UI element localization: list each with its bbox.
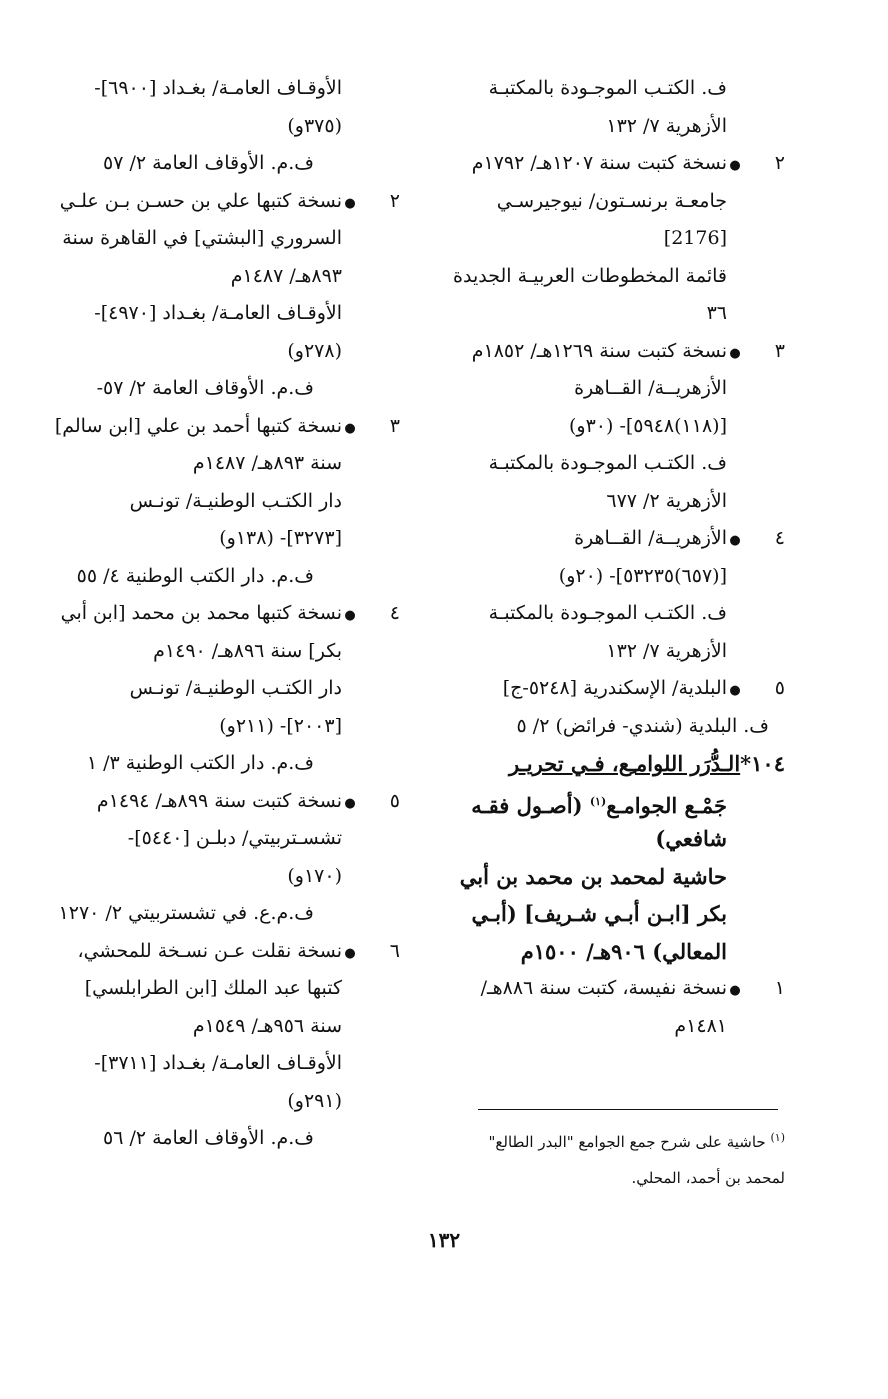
text-line (443, 220, 785, 258)
item-number: ٦ (389, 939, 400, 962)
right-column (443, 70, 785, 1045)
text-line (55, 820, 400, 858)
text-line (443, 633, 785, 671)
text-line (55, 1083, 400, 1121)
line-text: بكر] سنة ٨٩٦هـ/ ١٤٩٠م (153, 639, 342, 662)
text-line (443, 1008, 785, 1046)
text-line (55, 670, 400, 708)
line-text: دار الكتـب الوطنيـة/ تونـس (129, 677, 342, 699)
text-line (443, 670, 785, 708)
line-text: (٢٩١و) (287, 1089, 342, 1112)
text-line (55, 145, 400, 183)
entry-title-cont: المعالي) ٩٠٦هـ/ ١٥٠٠م (520, 938, 727, 964)
item-text: البلدية/ الإسكندرية [٥٢٤٨-ج] (502, 677, 727, 699)
line-text: الأزهريــة/ القــاهرة (574, 377, 727, 399)
source-text: ف.م. الأوقاف العامة ٢/ ٥٧- (96, 377, 314, 399)
text-line (443, 595, 785, 633)
text-line (55, 183, 400, 221)
item-text: نسخة كتبها علي بن حسـن بـن علـي (59, 189, 342, 212)
line-text: الأوقـاف العامـة/ بغـداد [٣٧١١]- (94, 1052, 342, 1074)
text-line (55, 895, 400, 933)
text-line (443, 858, 785, 896)
line-text: (٢٧٨و) (287, 339, 342, 362)
item-text: الأزهريــة/ القــاهرة (574, 527, 727, 549)
line-text: [(٦٥٧)٥٣٢٣٥]- (٢٠و) (558, 564, 727, 587)
text-line (443, 108, 785, 146)
text-line (55, 220, 400, 258)
text-line (55, 1008, 400, 1046)
text-line (443, 520, 785, 558)
footnote-line: لمحمد بن أحمد، المحلي. (631, 1169, 785, 1187)
line-text: [٢٠٠٣]- (٢١١و) (219, 714, 342, 737)
text-line (55, 783, 400, 821)
item-number: ١ (774, 977, 785, 999)
text-line (443, 370, 785, 408)
item-text: نسخة نقلت عـن نسـخة للمحشي، (77, 939, 342, 962)
line-text: دار الكتـب الوطنيـة/ تونـس (129, 489, 342, 512)
line-text: الأزهرية ٢/ ٦٧٧ (606, 489, 727, 512)
text-line (55, 333, 400, 371)
bullet-icon: ● (344, 795, 356, 811)
text-line (443, 333, 785, 371)
page-number: ١٣٢ (427, 1228, 461, 1252)
bullet-icon: ● (729, 983, 741, 998)
text-line (443, 183, 785, 221)
item-number: ٤ (774, 527, 785, 549)
text-line (55, 595, 400, 633)
text-line (55, 70, 400, 108)
source-text: ف.م. دار الكتب الوطنية ٤/ ٥٥ (76, 564, 314, 587)
item-number: ٣ (774, 339, 785, 362)
line-text: ٨٩٣هـ/ ١٤٨٧م (230, 264, 342, 287)
left-column (55, 70, 400, 1158)
item-text: نسخة كتبها أحمد بن علي [ابن سالم] (54, 414, 342, 437)
line-text: سنة ٨٩٣هـ/ ١٤٨٧م (192, 452, 342, 474)
item-number: ٢ (774, 152, 785, 174)
bullet-icon: ● (344, 420, 356, 436)
entry-title-cont: جَمْـع الجوامـع (606, 792, 727, 818)
text-line (55, 258, 400, 296)
item-text: نسخة كتبها محمد بن محمد [ابن أبي (60, 602, 342, 624)
item-text: نسخة كتبت سنة ١٢٦٩هـ/ ١٨٥٢م (471, 339, 727, 362)
line-text: ف. الكتـب الموجـودة بالمكتبـة (488, 602, 727, 624)
text-line (443, 745, 785, 783)
text-line (55, 108, 400, 146)
bullet-icon: ● (729, 683, 741, 698)
source-text: ف.م. دار الكتب الوطنية ٣/ ١ (86, 752, 314, 774)
bullet-icon: ● (344, 945, 356, 961)
bullet-icon: ● (729, 533, 741, 548)
footnote-divider (478, 1109, 778, 1110)
entry-number: ١٠٤ (751, 751, 785, 776)
text-line (443, 558, 785, 596)
bullet-icon: ● (344, 608, 356, 623)
text-line (55, 933, 400, 971)
text-line (55, 483, 400, 521)
text-line (55, 745, 400, 783)
line-text: [2176] (663, 227, 727, 249)
source-text: ف.م. الأوقاف العامة ٢/ ٥٦ (103, 1127, 314, 1149)
line-text: (١٧٠و) (287, 864, 342, 887)
text-line (443, 820, 785, 858)
footnote-line (440, 1120, 785, 1160)
line-text: سنة ٩٥٦هـ/ ١٥٤٩م (192, 1014, 342, 1037)
line-text: الأوقـاف العامـة/ بغـداد [٦٩٠٠]- (94, 77, 342, 99)
item-number: ٥ (389, 789, 400, 812)
entry-star: * (740, 751, 752, 776)
bullet-icon: ● (729, 345, 741, 361)
bullet-icon: ● (344, 195, 356, 211)
item-text: نسخة كتبت سنة ٨٩٩هـ/ ١٤٩٤م (96, 789, 342, 812)
entry-title-cont: (أصـول فقـه (471, 792, 590, 818)
line-text: الأوقـاف العامـة/ بغـداد [٤٩٧٠]- (94, 302, 342, 324)
item-number: ٥ (774, 677, 785, 699)
line-text: الأزهرية ٧/ ١٣٢ (606, 639, 727, 662)
text-line (55, 633, 400, 671)
text-line (443, 70, 785, 108)
line-text: السروري [البشتي] في القاهرة سنة (62, 227, 342, 249)
line-text: ف. الكتـب الموجـودة بالمكتبـة (488, 452, 727, 474)
text-line (55, 408, 400, 446)
entry-title-cont: بكر [ابـن أبـي شـريف] (أبـي (471, 901, 727, 926)
text-line (443, 295, 785, 333)
line-text: ١٤٨١م (674, 1014, 727, 1037)
entry-title-cont: شافعي) (655, 826, 727, 851)
text-line (55, 295, 400, 333)
line-text: تشسـتربيتي/ دبلـن [٥٤٤٠]- (127, 827, 342, 849)
text-line (443, 258, 785, 296)
line-text: الأزهرية ٧/ ١٣٢ (606, 114, 727, 137)
footnote-ref: (١) (589, 794, 607, 808)
footnote-text: حاشية على شرح جمع الجوامع "البدر الطالع" (488, 1133, 766, 1151)
text-line (443, 408, 785, 446)
text-line (443, 145, 785, 183)
footnote-mark: (١) (770, 1131, 785, 1144)
text-line (443, 445, 785, 483)
source-text: ف.م. الأوقاف العامة ٢/ ٥٧ (103, 152, 314, 174)
entry-title-cont: حاشية لمحمد بن محمد بن أبي (459, 863, 727, 889)
text-line (443, 933, 785, 971)
item-number: ٢ (389, 189, 400, 212)
entry-title: الـدُّرَر اللوامـِع، فـي تحريـر (509, 751, 741, 776)
line-text: قائمة المخطوطات العربيـة الجديدة (453, 264, 727, 287)
text-line (55, 970, 400, 1008)
footnote (440, 1120, 785, 1196)
line-text: جامعـة برنسـتون/ نيوجيرسـي (496, 189, 727, 212)
text-line (55, 370, 400, 408)
item-text: نسخة نفيسة، كتبت سنة ٨٨٦هـ/ (480, 977, 727, 999)
source-text: ف.م.ع. في تشستربيتي ٢/ ١٢٧٠ (58, 902, 314, 924)
text-line (55, 520, 400, 558)
line-text: [٣٢٧٣]- (١٣٨و) (219, 527, 342, 549)
item-text: نسخة كتبت سنة ١٢٠٧هـ/ ١٧٩٢م (471, 152, 727, 174)
item-number: ٤ (389, 602, 400, 624)
text-line (55, 445, 400, 483)
line-text: ٣٦ (706, 302, 727, 324)
text-line (55, 1045, 400, 1083)
source-text: ف. البلدية (شندي- فرائض) ٢/ ٥ (516, 714, 769, 737)
text-line (55, 558, 400, 596)
line-text: (٣٧٥و) (287, 114, 342, 137)
text-line (55, 858, 400, 896)
text-line (443, 783, 785, 821)
text-line (443, 708, 785, 746)
line-text: كتبها عبد الملك [ابن الطرابلسي] (84, 977, 342, 999)
text-line (55, 708, 400, 746)
text-line (443, 483, 785, 521)
text-line (443, 970, 785, 1008)
text-line (55, 1120, 400, 1158)
line-text: [(١١٨)٥٩٤٨]- (٣٠و) (568, 414, 727, 437)
line-text: ف. الكتـب الموجـودة بالمكتبـة (488, 77, 727, 99)
bullet-icon: ● (729, 158, 741, 173)
text-line (443, 895, 785, 933)
item-number: ٣ (389, 414, 400, 437)
